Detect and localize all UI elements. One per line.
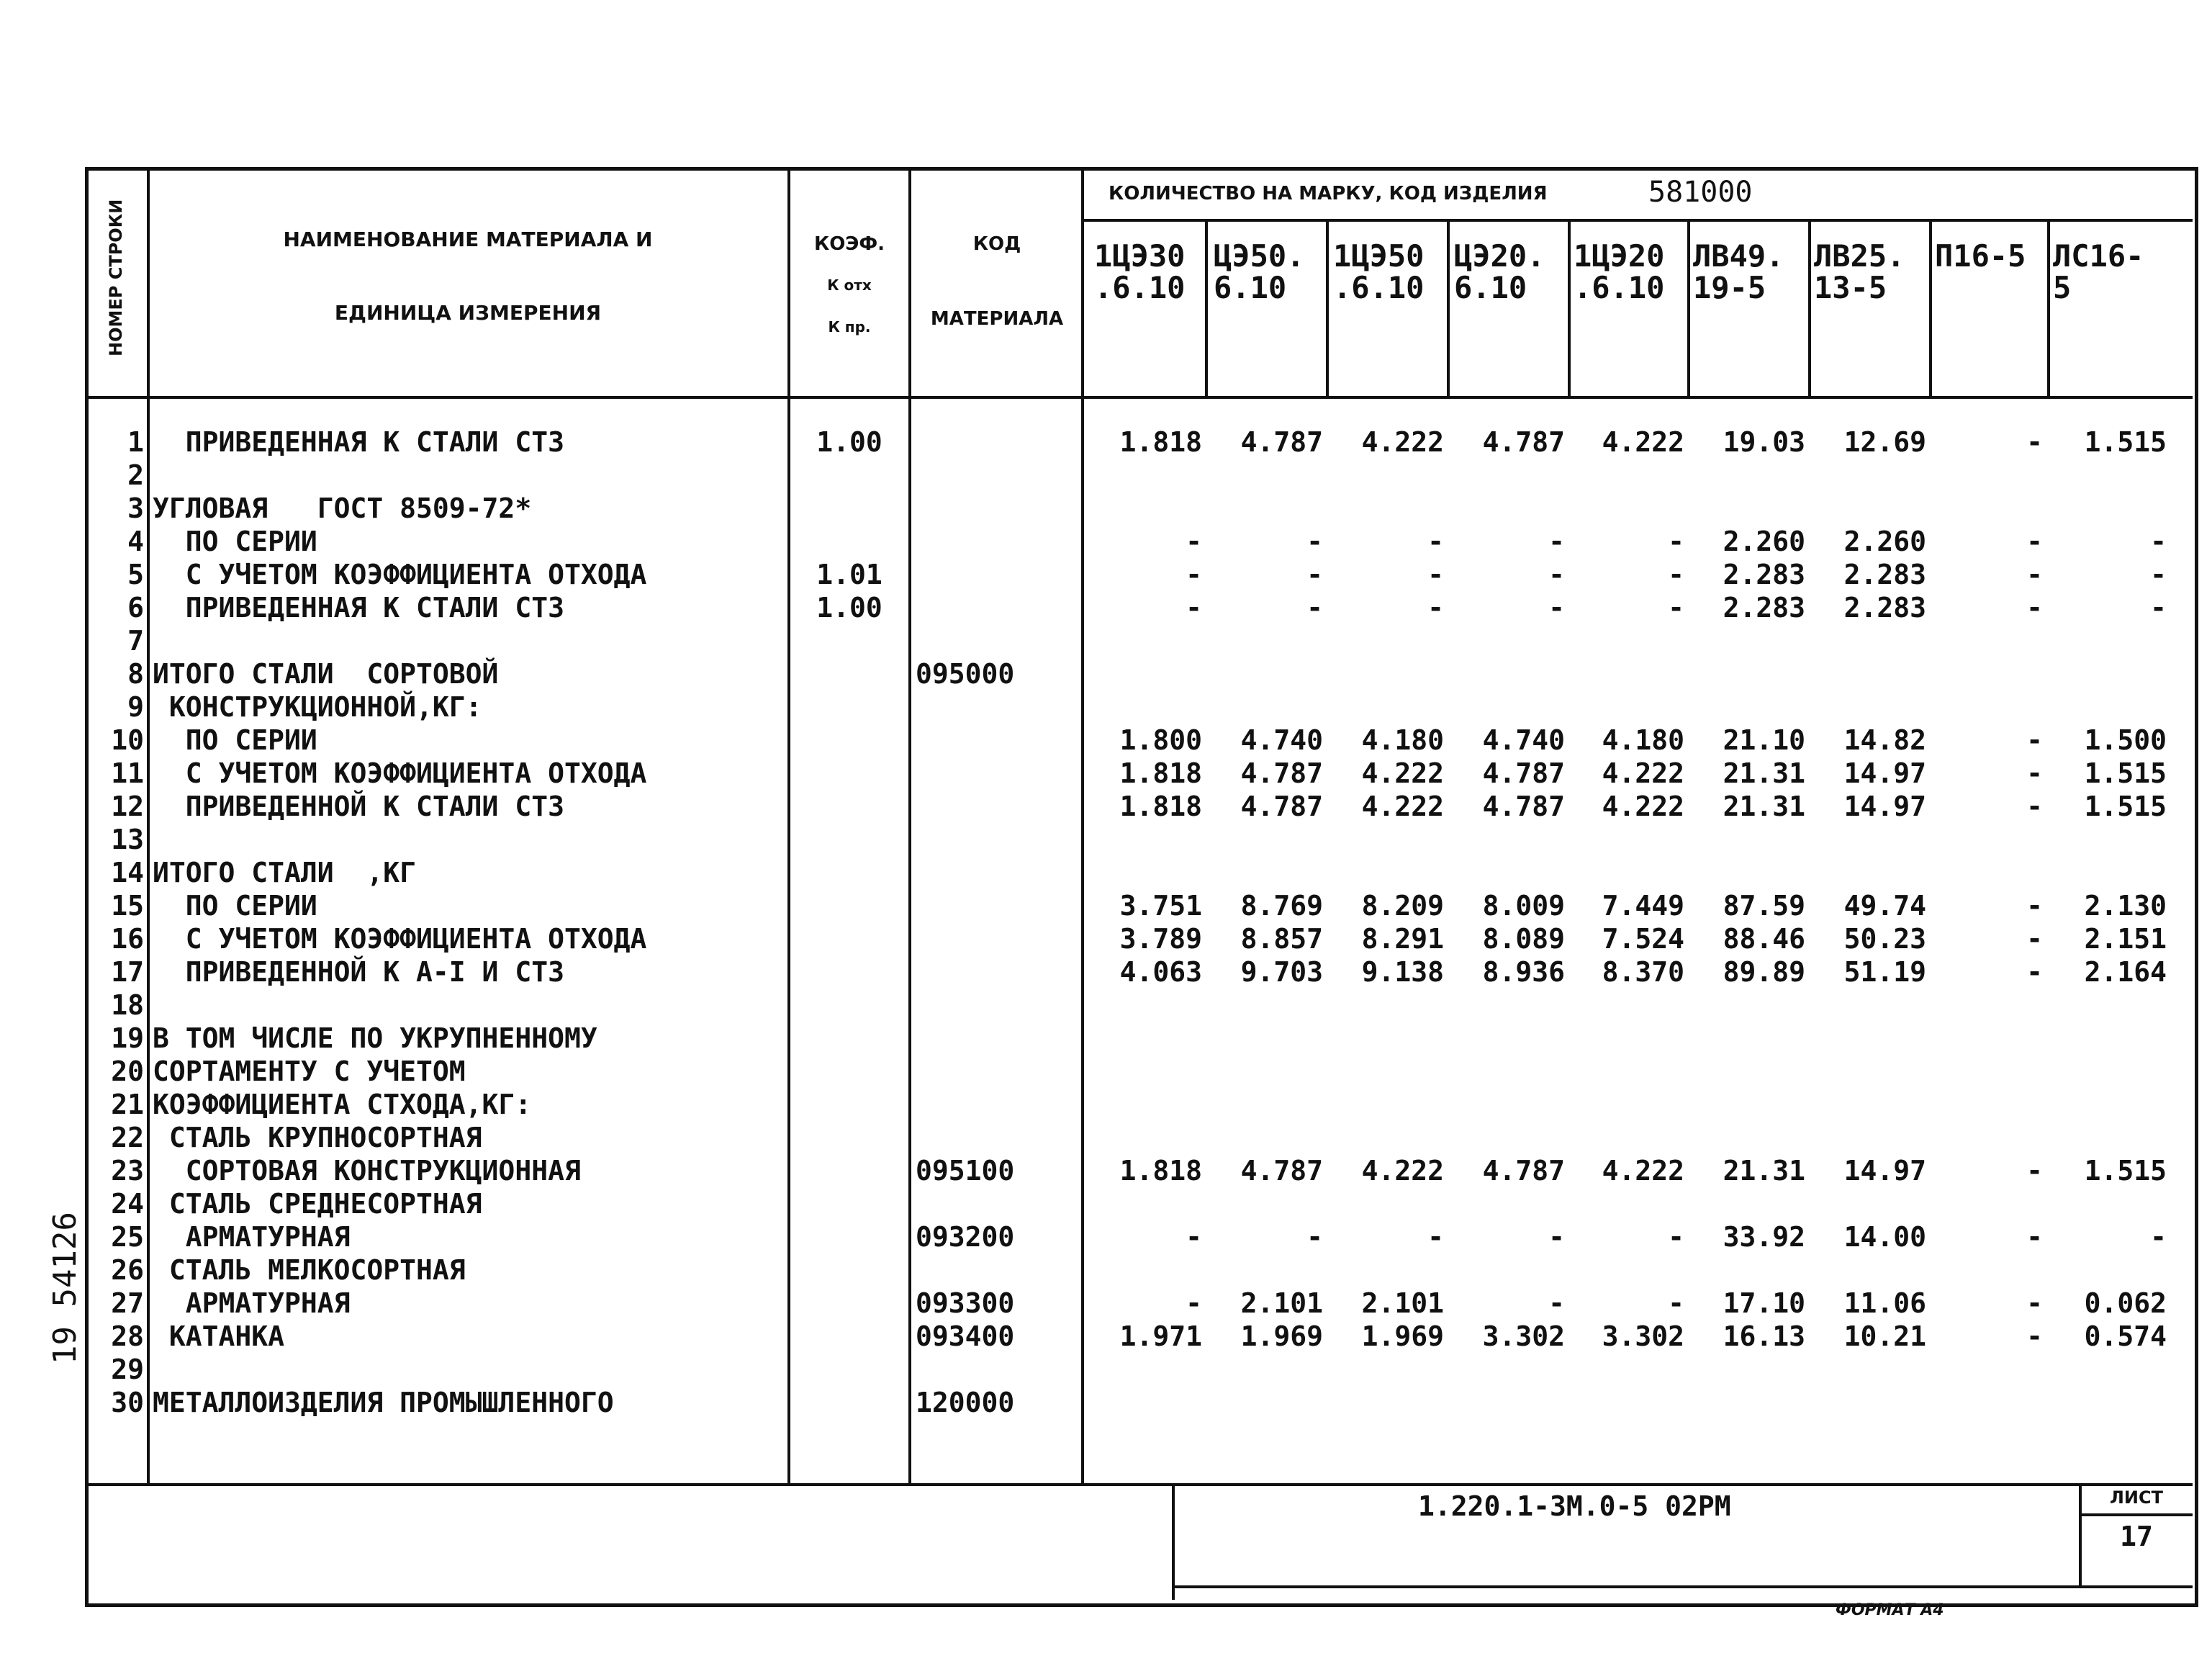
quantity-value: - <box>1427 1221 1444 1253</box>
quantity-value: 2.101 <box>1240 1287 1323 1319</box>
material-name: ИТОГО СТАЛИ СОРТОВОЙ <box>153 658 499 690</box>
quantity-value: 4.787 <box>1482 757 1565 789</box>
quantity-value: 7.449 <box>1602 890 1684 922</box>
table-row <box>0 1022 2212 1055</box>
row-number: 24 <box>111 1188 144 1220</box>
quantity-value: 2.283 <box>1843 559 1926 590</box>
quantity-value: - <box>1427 559 1444 590</box>
stamp-inner-line <box>1173 1585 2193 1588</box>
quantity-value: 12.69 <box>1843 426 1926 458</box>
row-number: 13 <box>111 824 144 855</box>
document-code: 1.220.1-3М.0-5 02РМ <box>1418 1490 1731 1522</box>
sheet-number: 17 <box>2120 1521 2153 1552</box>
row-number: 7 <box>127 625 144 657</box>
body-bottom-line <box>85 1483 2193 1486</box>
quantity-value: 4.787 <box>1482 791 1565 822</box>
material-name: В ТОМ ЧИСЛЕ ПО УКРУПНЕННОМУ <box>153 1022 597 1054</box>
row-number: 30 <box>111 1387 144 1418</box>
qty-col-sep <box>2047 220 2050 396</box>
quantity-value: 7.524 <box>1602 923 1684 955</box>
row-number: 27 <box>111 1287 144 1319</box>
quantity-value: 87.59 <box>1723 890 1805 922</box>
qty-col-sep <box>1568 220 1571 396</box>
quantity-value: 1.515 <box>2084 757 2167 789</box>
material-code: 093200 <box>916 1221 1015 1253</box>
material-name: СТАЛЬ СРЕДНЕСОРТНАЯ <box>153 1188 482 1220</box>
sheet-box-mid <box>2079 1513 2193 1516</box>
quantity-value: - <box>2026 890 2043 922</box>
row-number: 17 <box>111 956 144 988</box>
row-number: 28 <box>111 1320 144 1352</box>
table-row <box>0 1287 2212 1320</box>
table-row <box>0 724 2212 757</box>
quantity-value: - <box>2150 592 2167 624</box>
row-number: 1 <box>127 426 144 458</box>
material-code: 093400 <box>916 1320 1015 1352</box>
coefficient: 1.00 <box>816 592 882 624</box>
row-number: 14 <box>111 857 144 888</box>
table-row <box>0 922 2212 955</box>
row-number: 4 <box>127 526 144 557</box>
table-row <box>0 657 2212 690</box>
row-number: 19 <box>111 1022 144 1054</box>
quantity-value: 8.089 <box>1482 923 1565 955</box>
table-row <box>0 1121 2212 1154</box>
quantity-value: 21.31 <box>1723 791 1805 822</box>
quantity-value: 4.740 <box>1240 724 1323 756</box>
material-header-line1: НАИМЕНОВАНИЕ МАТЕРИАЛА И <box>283 228 653 251</box>
table-row <box>0 989 2212 1022</box>
quantity-value: 2.283 <box>1723 592 1805 624</box>
quantity-value: - <box>1186 1287 1202 1319</box>
row-number: 9 <box>127 691 144 723</box>
quantity-value: 8.291 <box>1361 923 1444 955</box>
code-header-line1: КОД <box>972 233 1021 255</box>
quantity-value: - <box>1548 1221 1565 1253</box>
quantity-value: 1.818 <box>1119 426 1202 458</box>
quantity-value: 3.302 <box>1602 1320 1684 1352</box>
product-code: 581000 <box>1648 176 1753 209</box>
quantity-value: - <box>2026 1155 2043 1187</box>
quantity-value: 19.03 <box>1723 426 1805 458</box>
quantity-value: - <box>1186 1221 1202 1253</box>
quantity-value: 4.222 <box>1361 426 1444 458</box>
table-row <box>0 1320 2212 1353</box>
row-number: 10 <box>111 724 144 756</box>
quantity-value: 4.063 <box>1119 956 1202 988</box>
quantity-value: 11.06 <box>1843 1287 1926 1319</box>
quantity-value: - <box>2026 956 2043 988</box>
quantity-value: 1.515 <box>2084 1155 2167 1187</box>
material-name: МЕТАЛЛОИЗДЕЛИЯ ПРОМЫШЛЕННОГО <box>153 1387 614 1418</box>
quantity-value: 2.130 <box>2084 890 2167 922</box>
coef-header-line2: К отх <box>827 276 872 294</box>
quantity-value: 8.936 <box>1482 956 1565 988</box>
material-name: ПРИВЕДЕННОЙ К А-I И СТЗ <box>153 956 564 988</box>
quantity-value: 1.818 <box>1119 791 1202 822</box>
row-number: 22 <box>111 1122 144 1153</box>
material-name: ПРИВЕДЕННАЯ К СТАЛИ СТЗ <box>153 592 564 624</box>
material-code: 095100 <box>916 1155 1015 1187</box>
product-col-4: ЦЭ20. 6.10 <box>1454 238 1545 305</box>
quantity-value: 2.101 <box>1361 1287 1444 1319</box>
quantity-value: 1.971 <box>1119 1320 1202 1352</box>
table-row <box>0 459 2212 492</box>
quantity-value: 4.222 <box>1602 1155 1684 1187</box>
quantity-value: 3.302 <box>1482 1320 1565 1352</box>
quantity-value: - <box>1548 592 1565 624</box>
quantity-value: 89.89 <box>1723 956 1805 988</box>
table-row <box>0 823 2212 856</box>
quantity-value: 1.500 <box>2084 724 2167 756</box>
material-name: АРМАТУРНАЯ <box>153 1221 351 1253</box>
quantity-value: 14.97 <box>1843 791 1926 822</box>
quantity-value: 4.180 <box>1602 724 1684 756</box>
quantity-value: 1.969 <box>1240 1320 1323 1352</box>
product-col-3: 1ЦЭ50 .6.10 <box>1333 238 1425 305</box>
row-number: 3 <box>127 492 144 524</box>
material-name: СОРТАМЕНТУ С УЧЕТОМ <box>153 1055 466 1087</box>
quantity-value: - <box>2026 791 2043 822</box>
quantity-value: - <box>1427 526 1444 557</box>
quantity-value: 88.46 <box>1723 923 1805 955</box>
quantity-value: - <box>1548 559 1565 590</box>
material-name: С УЧЕТОМ КОЭФФИЦИЕНТА ОТХОДА <box>153 757 647 789</box>
quantity-value: - <box>2026 1221 2043 1253</box>
quantity-value: 2.260 <box>1723 526 1805 557</box>
material-header-line2: ЕДИНИЦА ИЗМЕРЕНИЯ <box>334 301 602 325</box>
product-col-7: ЛВ25. 13-5 <box>1814 238 1905 305</box>
quantity-value: - <box>1548 1287 1565 1319</box>
quantity-value: - <box>1427 592 1444 624</box>
header-bottom-line <box>85 396 2193 399</box>
material-name: КОЭФФИЦИЕНТА СТХОДА,КГ: <box>153 1089 532 1120</box>
quantity-value: 14.97 <box>1843 1155 1926 1187</box>
quantity-value: 2.151 <box>2084 923 2167 955</box>
quantity-value: 4.222 <box>1602 757 1684 789</box>
quantity-value: 4.787 <box>1240 791 1323 822</box>
quantity-value: 14.97 <box>1843 757 1926 789</box>
quantity-value: - <box>1306 1221 1323 1253</box>
quantity-value: 4.787 <box>1240 757 1323 789</box>
quantity-value: - <box>1186 559 1202 590</box>
table-row <box>0 1386 2212 1419</box>
quantity-value: - <box>2026 592 2043 624</box>
qty-col-sep <box>1205 220 1208 396</box>
quantity-value: - <box>2026 559 2043 590</box>
quantity-value: 8.769 <box>1240 890 1323 922</box>
quantity-value: - <box>1668 526 1684 557</box>
quantity-value: 2.260 <box>1843 526 1926 557</box>
row-number: 5 <box>127 559 144 590</box>
material-code: 120000 <box>916 1387 1015 1418</box>
row-number: 18 <box>111 989 144 1021</box>
qty-col-sep <box>1929 220 1932 396</box>
product-col-6: ЛВ49. 19-5 <box>1693 238 1784 305</box>
qty-col-sep <box>1808 220 1811 396</box>
quantity-value: - <box>2026 757 2043 789</box>
quantity-value: 10.21 <box>1843 1320 1926 1352</box>
quantity-value: 50.23 <box>1843 923 1926 955</box>
material-code: 093300 <box>916 1287 1015 1319</box>
quantity-value: - <box>1306 592 1323 624</box>
quantity-value: 4.787 <box>1482 1155 1565 1187</box>
product-col-8: П16-5 <box>1935 238 2026 274</box>
quantity-value: - <box>2026 426 2043 458</box>
coefficient: 1.00 <box>816 426 882 458</box>
material-name: ИТОГО СТАЛИ ,КГ <box>153 857 417 888</box>
material-name: С УЧЕТОМ КОЭФФИЦИЕНТА ОТХОДА <box>153 559 647 590</box>
quantity-value: 9.703 <box>1240 956 1323 988</box>
quantity-value: 4.222 <box>1361 757 1444 789</box>
side-number: 19 54126 <box>47 1212 83 1364</box>
quantity-value: - <box>1668 559 1684 590</box>
table-row <box>0 1253 2212 1287</box>
row-number: 20 <box>111 1055 144 1087</box>
quantity-value: 33.92 <box>1723 1221 1805 1253</box>
quantity-value: 3.789 <box>1119 923 1202 955</box>
row-number: 2 <box>127 459 144 491</box>
table-row <box>0 1055 2212 1088</box>
row-number: 12 <box>111 791 144 822</box>
table-row <box>0 525 2212 558</box>
qty-col-sep <box>1687 220 1690 396</box>
material-name: СОРТОВАЯ КОНСТРУКЦИОННАЯ <box>153 1155 581 1187</box>
code-header-line2: МАТЕРИАЛА <box>930 308 1064 330</box>
quantity-value: 0.574 <box>2084 1320 2167 1352</box>
material-name: ПО СЕРИИ <box>153 890 317 922</box>
quantity-value: 14.00 <box>1843 1221 1926 1253</box>
quantity-value: - <box>1306 526 1323 557</box>
quantity-value: 2.164 <box>2084 956 2167 988</box>
quantity-value: 8.009 <box>1482 890 1565 922</box>
stamp-left-sep <box>1172 1483 1175 1600</box>
material-name: ПРИВЕДЕННОЙ К СТАЛИ СТЗ <box>153 791 564 822</box>
material-name: СТАЛЬ КРУПНОСОРТНАЯ <box>153 1122 482 1153</box>
table-row <box>0 426 2212 459</box>
quantity-value: - <box>2150 1221 2167 1253</box>
table-row <box>0 1187 2212 1220</box>
quantity-value: 4.222 <box>1361 1155 1444 1187</box>
row-number: 16 <box>111 923 144 955</box>
product-col-9: ЛС16- 5 <box>2053 238 2144 305</box>
quantity-value: 4.740 <box>1482 724 1565 756</box>
row-number-header: НОМЕР СТРОКИ <box>106 199 126 356</box>
material-name: СТАЛЬ МЕЛКОСОРТНАЯ <box>153 1254 466 1286</box>
qty-header-line <box>1081 219 2193 222</box>
table-row <box>0 856 2212 889</box>
product-col-1: 1ЦЭ30 .6.10 <box>1094 238 1186 305</box>
row-number: 23 <box>111 1155 144 1187</box>
table-row <box>0 558 2212 591</box>
product-col-5: 1ЦЭ20 .6.10 <box>1574 238 1665 305</box>
quantity-value: - <box>1668 1221 1684 1253</box>
row-number: 29 <box>111 1354 144 1385</box>
table-row <box>0 1220 2212 1253</box>
table-row <box>0 690 2212 724</box>
qty-col-sep <box>1326 220 1329 396</box>
quantity-value: 21.10 <box>1723 724 1805 756</box>
material-name: УГЛОВАЯ ГОСТ 8509-72* <box>153 492 532 524</box>
quantity-value: 21.31 <box>1723 757 1805 789</box>
material-name: КАТАНКА <box>153 1320 285 1352</box>
quantity-value: 9.138 <box>1361 956 1444 988</box>
quantity-value: 4.180 <box>1361 724 1444 756</box>
product-col-2: ЦЭ50. 6.10 <box>1214 238 1305 305</box>
quantity-value: - <box>2026 923 2043 955</box>
material-name: ПРИВЕДЕННАЯ К СТАЛИ СТЗ <box>153 426 564 458</box>
quantity-value: 4.222 <box>1602 791 1684 822</box>
quantity-value: 8.370 <box>1602 956 1684 988</box>
row-number: 15 <box>111 890 144 922</box>
table-row <box>0 757 2212 790</box>
coefficient: 1.01 <box>816 559 882 590</box>
quantity-value: 16.13 <box>1723 1320 1805 1352</box>
quantity-value: - <box>2150 559 2167 590</box>
row-number: 21 <box>111 1089 144 1120</box>
quantity-value: 8.209 <box>1361 890 1444 922</box>
material-name: ПО СЕРИИ <box>153 724 317 756</box>
quantity-value: 1.515 <box>2084 426 2167 458</box>
table-row <box>0 1088 2212 1121</box>
row-number: 26 <box>111 1254 144 1286</box>
quantity-value: 49.74 <box>1843 890 1926 922</box>
quantity-value: 17.10 <box>1723 1287 1805 1319</box>
quantity-value: 3.751 <box>1119 890 1202 922</box>
row-number: 6 <box>127 592 144 624</box>
quantity-header-label: КОЛИЧЕСТВО НА МАРКУ, КОД ИЗДЕЛИЯ <box>1109 183 1548 204</box>
table-row <box>0 790 2212 823</box>
table-row <box>0 624 2212 657</box>
quantity-value: 4.787 <box>1240 426 1323 458</box>
quantity-value: 1.818 <box>1119 1155 1202 1187</box>
coef-header-line3: К пр. <box>828 318 871 336</box>
quantity-value: 2.283 <box>1723 559 1805 590</box>
table-row <box>0 889 2212 922</box>
sheet-label: ЛИСТ <box>2109 1487 2163 1508</box>
row-number: 25 <box>111 1221 144 1253</box>
row-number: 8 <box>127 658 144 690</box>
quantity-value: 4.787 <box>1482 426 1565 458</box>
quantity-value: - <box>1306 559 1323 590</box>
quantity-value: - <box>1668 1287 1684 1319</box>
row-number: 11 <box>111 757 144 789</box>
quantity-value: 4.222 <box>1361 791 1444 822</box>
table-row <box>0 1353 2212 1386</box>
material-name: С УЧЕТОМ КОЭФФИЦИЕНТА ОТХОДА <box>153 923 647 955</box>
quantity-value: 8.857 <box>1240 923 1323 955</box>
quantity-value: 1.800 <box>1119 724 1202 756</box>
material-name: АРМАТУРНАЯ <box>153 1287 351 1319</box>
quantity-value: - <box>1186 526 1202 557</box>
qty-col-sep <box>1447 220 1450 396</box>
quantity-value: - <box>1668 592 1684 624</box>
quantity-value: 51.19 <box>1843 956 1926 988</box>
quantity-value: - <box>2026 1287 2043 1319</box>
format-label: ФОРМАТ А4 <box>1836 1601 1944 1619</box>
quantity-value: 2.283 <box>1843 592 1926 624</box>
quantity-value: - <box>1186 592 1202 624</box>
quantity-value: 1.969 <box>1361 1320 1444 1352</box>
quantity-value: 4.787 <box>1240 1155 1323 1187</box>
quantity-value: - <box>1548 526 1565 557</box>
quantity-value: 14.82 <box>1843 724 1926 756</box>
quantity-value: - <box>2026 724 2043 756</box>
table-row <box>0 1154 2212 1187</box>
material-name: ПО СЕРИИ <box>153 526 317 557</box>
quantity-value: 21.31 <box>1723 1155 1805 1187</box>
coef-header-line1: КОЭФ. <box>813 233 885 255</box>
material-code: 095000 <box>916 658 1015 690</box>
quantity-value: 1.818 <box>1119 757 1202 789</box>
quantity-value: - <box>2150 526 2167 557</box>
table-row <box>0 955 2212 989</box>
quantity-value: 1.515 <box>2084 791 2167 822</box>
table-row <box>0 492 2212 525</box>
quantity-value: 4.222 <box>1602 426 1684 458</box>
quantity-value: - <box>2026 526 2043 557</box>
material-name: КОНСТРУКЦИОННОЙ,КГ: <box>153 691 482 723</box>
quantity-value: - <box>2026 1320 2043 1352</box>
quantity-value: 0.062 <box>2084 1287 2167 1319</box>
table-row <box>0 591 2212 624</box>
